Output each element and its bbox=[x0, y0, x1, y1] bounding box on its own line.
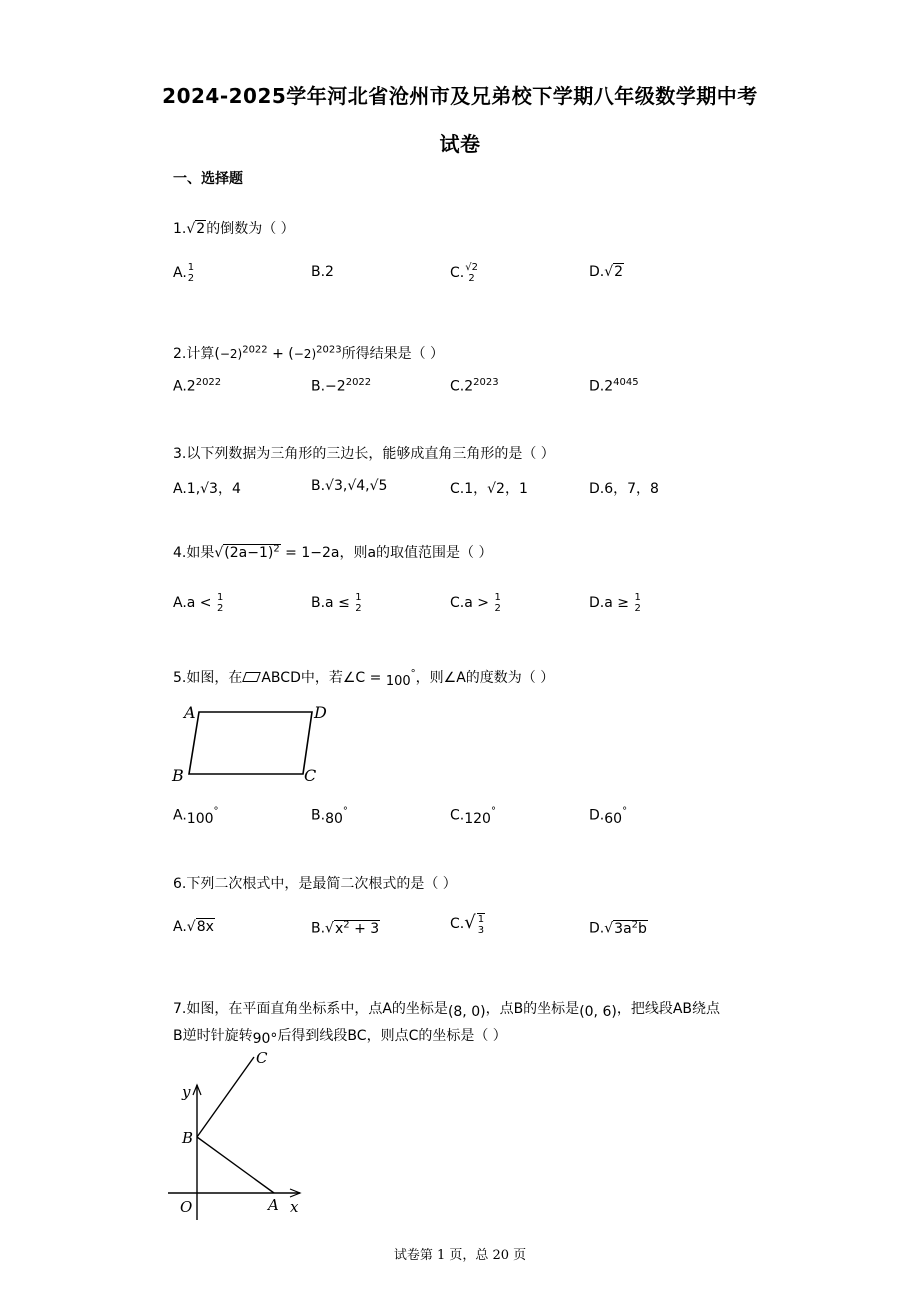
numerator: 1 bbox=[477, 913, 485, 925]
q3-option-d: D.6，7，8 bbox=[589, 481, 659, 497]
q4-option-c bbox=[450, 592, 501, 614]
question-7-line2 bbox=[173, 1025, 507, 1045]
page-footer: 试卷第 1 页，总 20 页 bbox=[393, 1248, 527, 1263]
radicand-part: b bbox=[638, 920, 647, 937]
q7-text: B逆时针旋转 bbox=[173, 1028, 253, 1044]
degree-sign: ° bbox=[490, 806, 496, 817]
q7-text: 后得到线段BC，则点C的坐标是（ ） bbox=[277, 1028, 507, 1044]
numerator: 1 bbox=[217, 592, 224, 603]
fraction bbox=[477, 913, 485, 936]
exponent: 2023 bbox=[473, 377, 499, 388]
label-a: A bbox=[268, 1196, 279, 1214]
denominator: 2 bbox=[494, 603, 501, 614]
q2-option-b bbox=[311, 377, 371, 395]
q4-text: = 1−2a，则a的取值范围是（ ） bbox=[280, 545, 493, 561]
option-label: A.2 bbox=[173, 378, 196, 395]
page-title: 2024-2025学年河北省沧州市及兄弟校下学期八年级数学期中考 bbox=[162, 84, 758, 108]
fraction bbox=[188, 262, 194, 284]
option-label: C. bbox=[450, 807, 465, 824]
exponent: 2 bbox=[631, 919, 639, 930]
q2-option-c bbox=[450, 377, 499, 395]
fraction bbox=[494, 592, 500, 614]
exponent: 2 bbox=[273, 543, 280, 555]
q2-text: 所得结果是（ ） bbox=[341, 346, 445, 362]
q2-option-a bbox=[173, 377, 221, 395]
sqrt-sign: √ bbox=[464, 912, 476, 933]
option-label: C. bbox=[450, 916, 465, 932]
q2-base: −2) bbox=[219, 347, 243, 361]
radicand bbox=[613, 920, 648, 937]
label-d: D bbox=[314, 703, 327, 722]
coordinate-figure bbox=[160, 1045, 320, 1225]
radicand: 8x bbox=[196, 919, 214, 935]
radicand-part: x bbox=[334, 920, 344, 937]
label-b: B bbox=[172, 766, 184, 785]
q2-text: 2.计算( bbox=[173, 346, 220, 362]
fraction bbox=[465, 262, 478, 284]
q4-option-b bbox=[311, 592, 362, 614]
question-7-line1 bbox=[173, 998, 720, 1018]
angle-value: 120 bbox=[464, 810, 491, 827]
parallelogram-icon bbox=[243, 672, 262, 682]
q7-text: ，把线段AB绕点 bbox=[616, 1001, 721, 1017]
option-label: A.√ bbox=[173, 919, 196, 935]
question-2-stem bbox=[173, 343, 444, 363]
option-label: A.a < bbox=[173, 595, 212, 611]
q6-option-a bbox=[173, 919, 215, 935]
question-6-stem: 6.下列二次根式中，是最简二次根式的是（ ） bbox=[173, 876, 457, 892]
q1-option-a bbox=[173, 262, 194, 284]
label-b: B bbox=[182, 1129, 194, 1147]
q4-option-d bbox=[589, 592, 641, 614]
angle-value: 80 bbox=[325, 810, 343, 827]
label-a: A bbox=[184, 703, 196, 722]
degree-sign: ° bbox=[622, 806, 628, 817]
q4-text: 4.如果√ bbox=[173, 545, 224, 561]
exponent: 2022 bbox=[345, 377, 372, 388]
exponent: 2022 bbox=[242, 344, 268, 356]
q3-option-b: B.√3,√4,√5 bbox=[311, 478, 388, 494]
angle-value: 100 bbox=[186, 810, 214, 827]
q5-text: ABCD中，若∠C = bbox=[261, 670, 386, 686]
exponent: 4045 bbox=[613, 377, 639, 388]
option-label: C.a > bbox=[450, 595, 489, 611]
q1-option-b: B.2 bbox=[311, 264, 334, 280]
q2-base: −2) bbox=[293, 347, 317, 361]
exponent: 2 bbox=[343, 919, 350, 930]
fraction bbox=[634, 592, 640, 614]
question-5-stem bbox=[173, 667, 554, 687]
denominator: 2 bbox=[468, 273, 475, 284]
denominator: 2 bbox=[187, 273, 195, 284]
question-1-stem bbox=[173, 218, 295, 238]
q7-text: ，点B的坐标是 bbox=[485, 1001, 580, 1017]
q1-number: 1. bbox=[173, 221, 187, 237]
numerator: 1 bbox=[355, 592, 362, 603]
fraction bbox=[217, 592, 223, 614]
q6-option-d bbox=[589, 919, 648, 937]
angle-value: 100 bbox=[385, 674, 411, 689]
option-label: D.a ≥ bbox=[589, 595, 629, 611]
q6-option-b bbox=[311, 919, 380, 937]
numerator: 1 bbox=[187, 262, 195, 273]
q5-option-d bbox=[589, 806, 628, 827]
radicand-part: 3a bbox=[614, 920, 632, 937]
q2-option-d bbox=[589, 377, 639, 395]
option-label: D. bbox=[589, 807, 605, 824]
exponent: 2022 bbox=[195, 377, 222, 388]
label-x: x bbox=[290, 1198, 299, 1216]
denominator: 2 bbox=[217, 603, 224, 614]
option-label: D.√ bbox=[589, 264, 614, 280]
option-label: A. bbox=[173, 807, 187, 824]
option-label: C. bbox=[450, 265, 465, 281]
q5-text: 5.如图，在 bbox=[173, 670, 243, 686]
label-c: C bbox=[304, 766, 317, 785]
radicand-part: + 3 bbox=[349, 920, 380, 937]
q2-text: + ( bbox=[267, 346, 294, 362]
q1-option-c bbox=[450, 262, 478, 284]
point-b-coords: (0, 6) bbox=[579, 1004, 617, 1020]
q7-text: 7.如图，在平面直角坐标系中，点A的坐标是 bbox=[173, 1001, 448, 1017]
option-label: B.a ≤ bbox=[311, 595, 350, 611]
numerator: 1 bbox=[494, 592, 501, 603]
exponent: 2023 bbox=[316, 344, 342, 356]
label-o: O bbox=[180, 1198, 193, 1216]
numerator: 1 bbox=[634, 592, 641, 603]
q1-text: 的倒数为（ ） bbox=[206, 221, 295, 237]
degree-sign: ° bbox=[342, 806, 348, 817]
numerator: √2 bbox=[465, 262, 478, 273]
option-label: B.−2 bbox=[311, 378, 346, 395]
rotation-angle: 90° bbox=[252, 1031, 278, 1047]
radicand-expr: (2a−1) bbox=[224, 545, 274, 561]
degree-sign: ° bbox=[410, 668, 416, 680]
segment-ab bbox=[197, 1137, 274, 1193]
radicand bbox=[334, 920, 380, 937]
question-4-stem bbox=[173, 542, 493, 562]
denominator: 3 bbox=[477, 924, 485, 936]
option-label: B. bbox=[311, 807, 326, 824]
segment-bc bbox=[197, 1057, 254, 1137]
denominator: 2 bbox=[355, 603, 362, 614]
section-heading: 一、选择题 bbox=[173, 171, 243, 187]
q1-radicand: 2 bbox=[196, 221, 206, 237]
option-label: D.2 bbox=[589, 378, 614, 395]
q1-option-d bbox=[589, 264, 624, 280]
q3-option-a: A.1,√3，4 bbox=[173, 481, 241, 497]
q5-option-a bbox=[173, 806, 219, 827]
radicand bbox=[223, 544, 280, 561]
option-label: C.2 bbox=[450, 378, 474, 395]
degree-sign: ° bbox=[213, 806, 219, 817]
q6-option-c bbox=[450, 912, 485, 936]
q4-option-a bbox=[173, 592, 223, 614]
denominator: 2 bbox=[634, 603, 641, 614]
q5-option-c bbox=[450, 806, 496, 827]
label-y: y bbox=[182, 1083, 191, 1101]
angle-value: 60 bbox=[604, 810, 623, 827]
parallelogram-figure bbox=[165, 700, 345, 790]
q5-text: ，则∠A的度数为（ ） bbox=[415, 670, 555, 686]
option-label: D.√ bbox=[589, 920, 614, 937]
option-label: B.√ bbox=[311, 920, 334, 937]
q3-option-c: C.1，√2，1 bbox=[450, 481, 528, 497]
question-3-stem: 3.以下列数据为三角形的三边长，能够成直角三角形的是（ ） bbox=[173, 446, 555, 462]
sqrt-sign: √ bbox=[186, 221, 196, 237]
q5-option-b bbox=[311, 806, 348, 827]
parallelogram-shape bbox=[189, 712, 312, 774]
option-label: A. bbox=[173, 265, 187, 281]
point-a-coords: (8, 0) bbox=[447, 1004, 486, 1020]
fraction bbox=[355, 592, 361, 614]
page-title-line2: 试卷 bbox=[439, 132, 481, 156]
label-c: C bbox=[256, 1049, 268, 1067]
radicand: 2 bbox=[614, 264, 624, 280]
